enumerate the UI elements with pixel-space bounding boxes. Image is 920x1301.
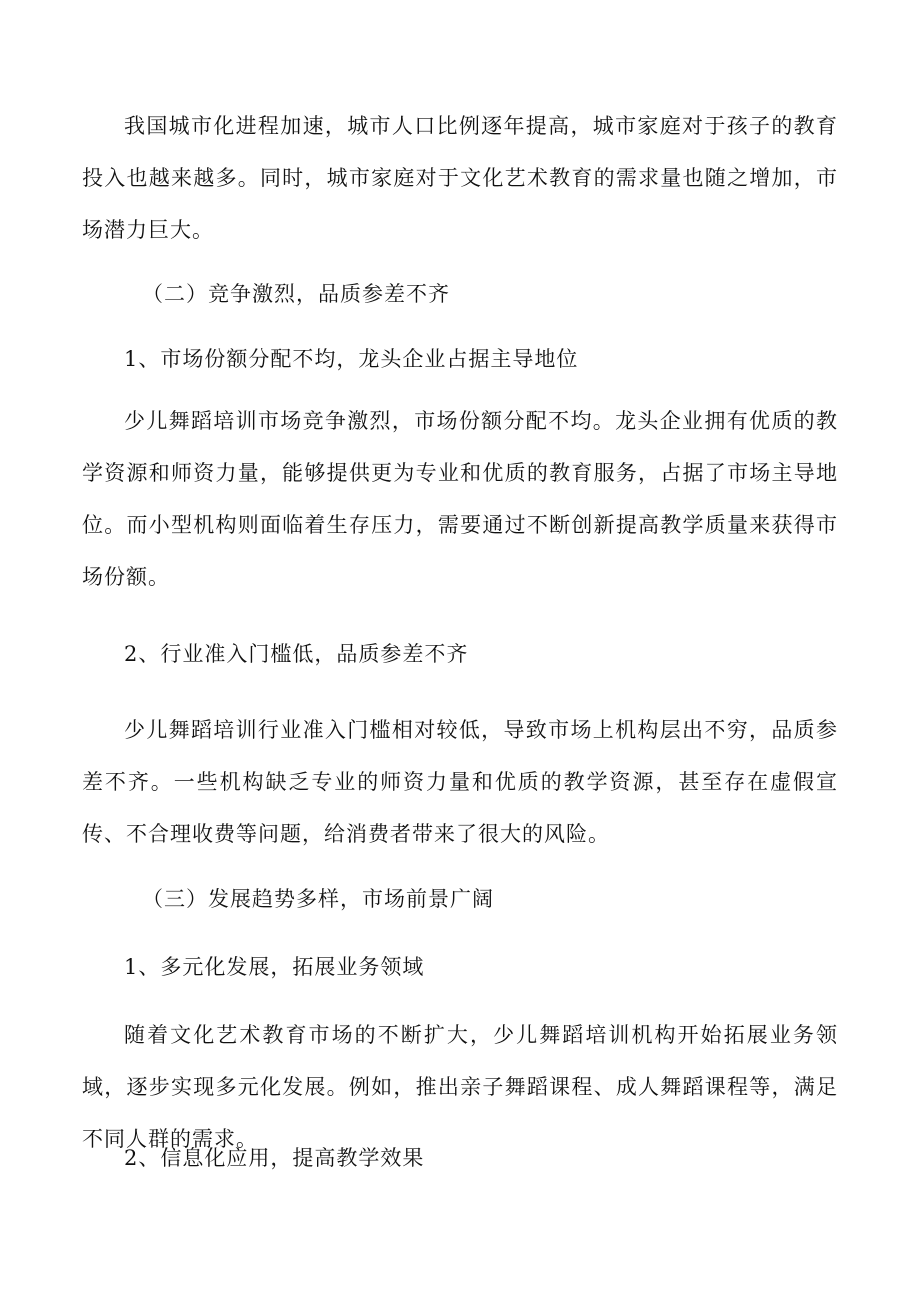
paragraph-market-share: 少儿舞蹈培训市场竞争激烈，市场份额分配不均。龙头企业拥有优质的教学资源和师资力量，能够提供更为专业和优质的教育服务，占据了市场主导地位。而小型机构则面临着生存压力，需要通过不断创新提高教学质量来获得市场份额。 (82, 409, 838, 589)
section-heading-trends: （三）发展趋势多样，市场前景广阔 (142, 887, 494, 911)
paragraph-entry-barrier: 少儿舞蹈培训行业准入门槛相对较低，导致市场上机构层出不穷，品质参差不齐。一些机构缺乏专业的师资力量和优质的教学资源，甚至存在虚假宣传、不合理收费等问题，给消费者带来了很大的风险。 (82, 718, 838, 846)
subheading-diversification: 1、多元化发展，拓展业务领域 (124, 955, 425, 979)
paragraph-urbanization: 我国城市化进程加速，城市人口比例逐年提高，城市家庭对于孩子的教育投入也越来越多。同时，城市家庭对于文化艺术教育的需求量也随之增加，市场潜力巨大。 (82, 114, 838, 242)
subheading-market-share: 1、市场份额分配不均，龙头企业占据主导地位 (124, 347, 579, 371)
paragraph-diversification: 随着文化艺术教育市场的不断扩大，少儿舞蹈培训机构开始拓展业务领域，逐步实现多元化发展。例如，推出亲子舞蹈课程、成人舞蹈课程等，满足不同人群的需求。 (82, 1023, 838, 1151)
subheading-informatization: 2、信息化应用，提高教学效果 (124, 1146, 425, 1170)
section-heading-competition: （二）竞争激烈，品质参差不齐 (142, 282, 450, 306)
subheading-entry-barrier: 2、行业准入门槛低，品质参差不齐 (124, 642, 469, 666)
